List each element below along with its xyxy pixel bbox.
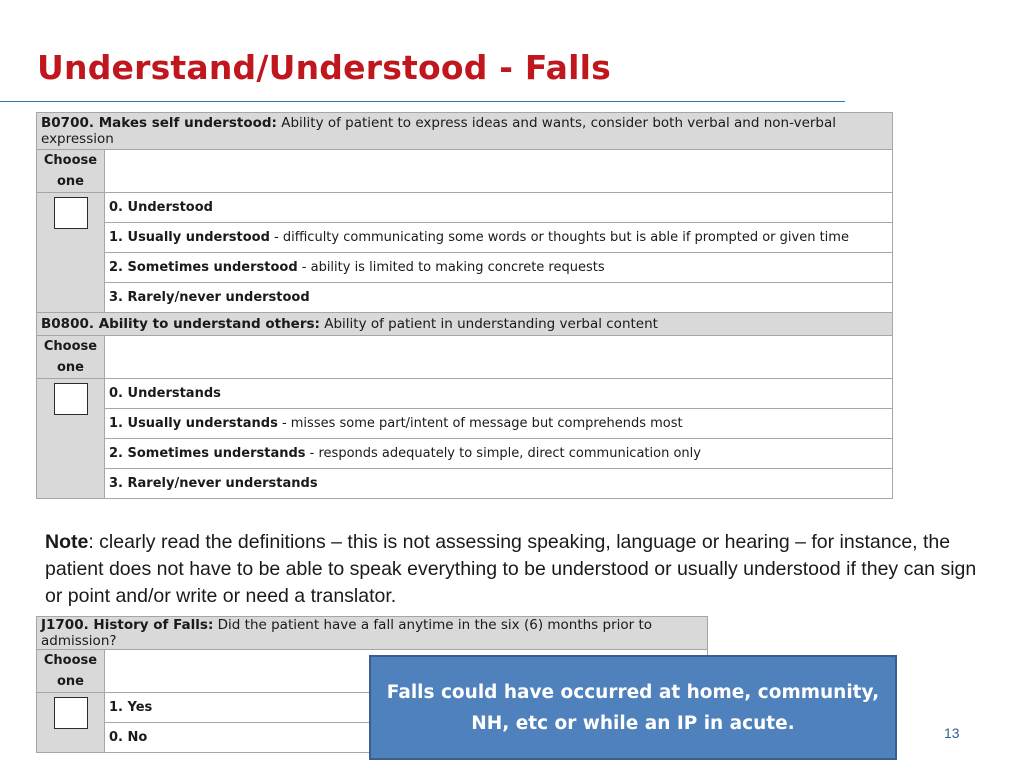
j1700-choose-one: Choose one [37,650,105,693]
b0800-code: B0800. Ability to understand others: [41,316,320,332]
j1700-option: 0. No [105,723,708,753]
falls-callout-box [369,655,897,760]
b0800-option: 3. Rarely/never understands [105,469,893,499]
j1700-code: J1700. History of Falls: [41,617,214,633]
b0700-option: 0. Understood [105,193,893,223]
page-number: 13 [944,725,960,741]
falls-callout-text: Falls could have occurred at home, community, NH, etc or while an IP in acute. [386,681,880,734]
b0800-answer-box[interactable] [54,383,88,415]
b0700-option: 3. Rarely/never understood [105,283,893,313]
b0700-description: Ability of patient to express ideas and wants, consider both verbal and non-verbal expression [41,115,837,147]
b0700-header [37,113,893,150]
b0800-choose-one: Choose one [37,336,105,379]
title-divider [0,101,845,102]
b0700-option: 2. Sometimes understood - ability is limited to making concrete requests [105,253,893,283]
b0800-description: Ability of patient in understanding verbal content [324,316,658,332]
j1700-option: 1. Yes [105,693,708,723]
b0700-choose-one: Choose one [37,150,105,193]
note-text: : clearly read the definitions – this is not assessing speaking, language or hearing – for instance, the patient does not have to be able to speak everything to be understood or usually understood if they can sign or point and/or write or need a translator. [45,531,977,607]
j1700-answer-box[interactable] [54,697,88,729]
b0800-option: 2. Sometimes understands - responds adequately to simple, direct communication only [105,439,893,469]
slide-title: Understand/Understood - Falls [37,48,611,87]
b0700-option: 1. Usually understood - difficulty communicating some words or thoughts but is able if prompted or given time [105,223,893,253]
b0700-b0800-form [36,112,893,499]
note-paragraph [45,529,980,610]
b0800-header [37,313,893,336]
b0800-option: 0. Understands [105,379,893,409]
j1700-header [37,617,708,650]
b0700-answer-box[interactable] [54,197,88,229]
b0800-option: 1. Usually understands - misses some part/intent of message but comprehends most [105,409,893,439]
b0700-code: B0700. Makes self understood: [41,115,277,131]
note-label: Note [45,531,89,553]
j1700-description: Did the patient have a fall anytime in the six (6) months prior to admission? [41,617,653,649]
